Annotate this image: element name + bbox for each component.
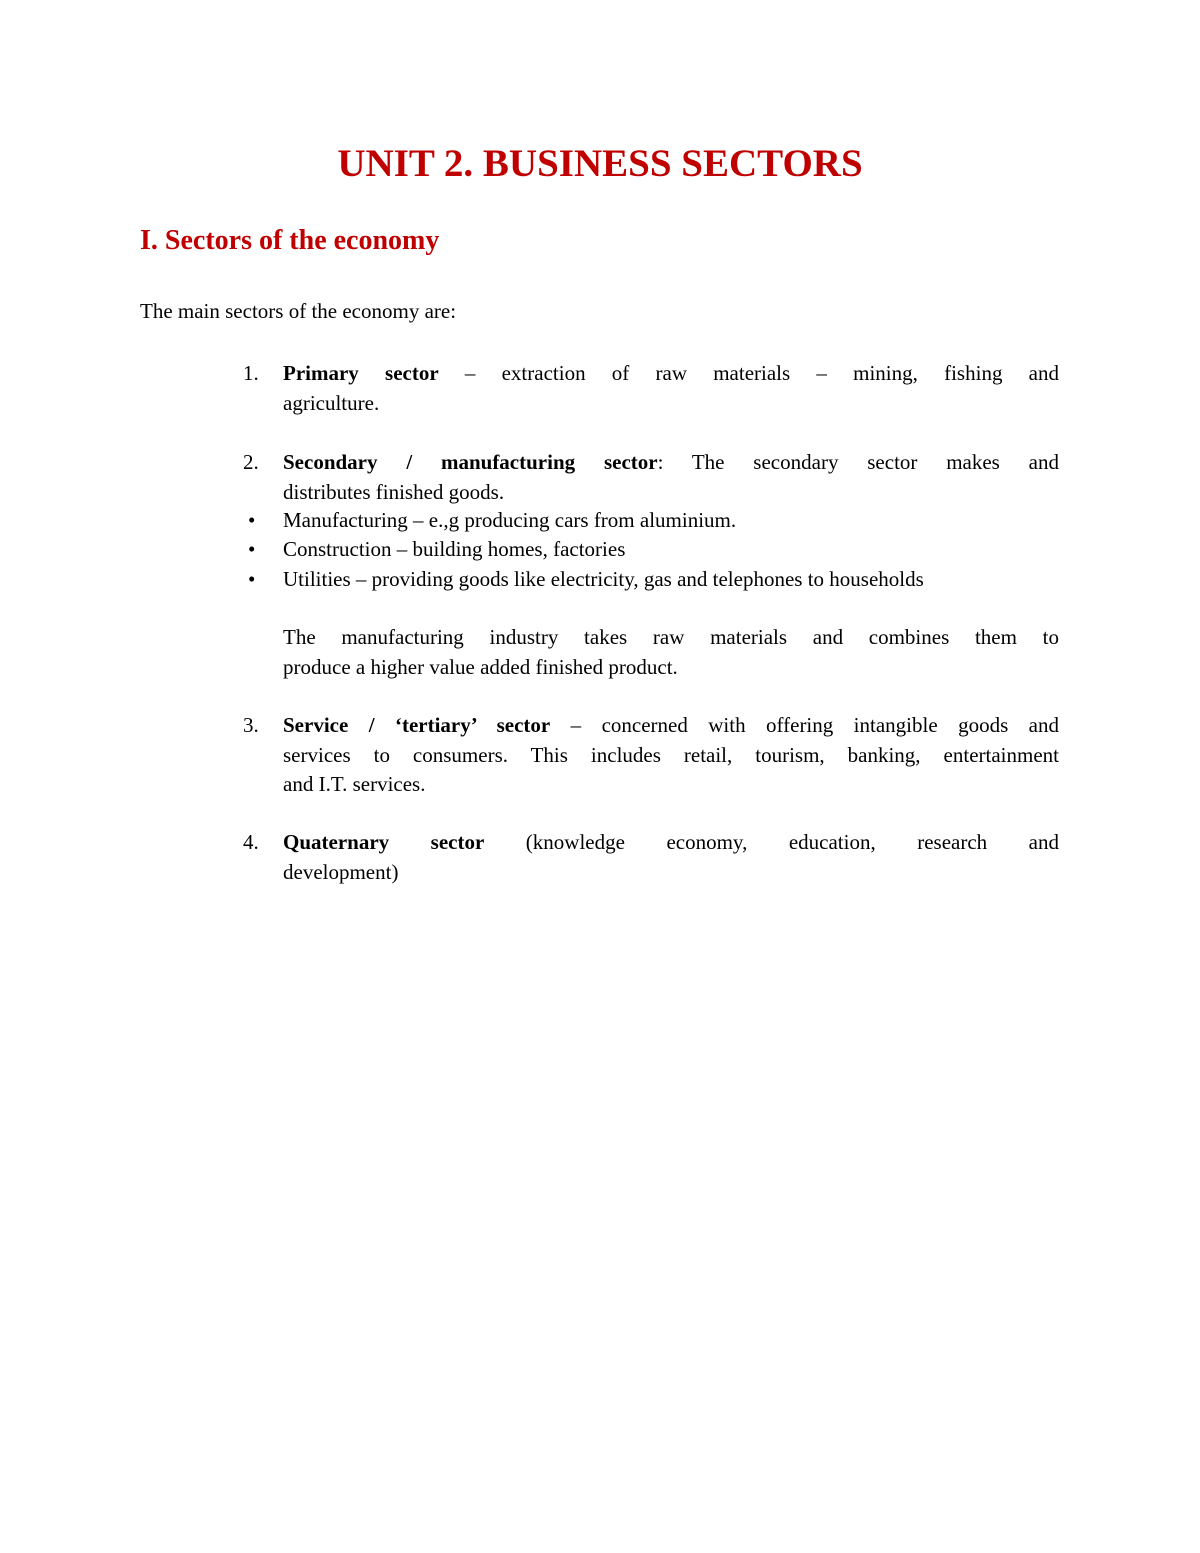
manufacturing-note xyxy=(283,623,1059,682)
item-term: Quaternary sector xyxy=(283,830,485,854)
page-title: UNIT 2. BUSINESS SECTORS xyxy=(337,142,863,185)
bullet-icon: • xyxy=(248,567,256,591)
list-item-text xyxy=(283,711,1059,800)
list-item-number: 2. xyxy=(243,450,259,474)
item-description-cont: services to consumers. This includes retail, tourism, banking, entertainment xyxy=(283,742,1059,767)
section-heading: I. Sectors of the economy xyxy=(140,225,440,256)
item-term: Secondary / manufacturing sector xyxy=(283,450,658,474)
item-description: : The secondary sector makes and xyxy=(657,450,1059,474)
list-item-number: 3. xyxy=(243,713,259,737)
note-line: The manufacturing industry takes raw materials and combines them to xyxy=(283,625,1059,649)
item-description-cont: distributes finished goods. xyxy=(283,479,505,504)
item-term: Primary sector xyxy=(283,361,439,385)
list-item-text xyxy=(283,828,1059,887)
item-description: – concerned with offering intangible goods and xyxy=(550,713,1059,737)
list-item-text xyxy=(283,359,1059,418)
bullet-icon: • xyxy=(248,537,256,561)
bullet-item: Utilities – providing goods like electricity, gas and telephones to households xyxy=(283,567,924,591)
list-item-number: 4. xyxy=(243,830,259,854)
item-description-cont: development) xyxy=(283,859,399,884)
item-description: – extraction of raw materials – mining, fishing and xyxy=(438,361,1059,385)
list-item-text xyxy=(283,448,1059,507)
intro-paragraph: The main sectors of the economy are: xyxy=(140,299,457,323)
bullet-item: Construction – building homes, factories xyxy=(283,537,626,561)
item-description: (knowledge economy, education, research and xyxy=(484,830,1059,854)
bullet-icon: • xyxy=(248,508,256,532)
bullet-item: Manufacturing – e.,g producing cars from aluminium. xyxy=(283,508,737,532)
note-line: produce a higher value added finished product. xyxy=(283,654,678,679)
item-term: Service / ‘tertiary’ sector xyxy=(283,713,551,737)
list-item-number: 1. xyxy=(243,361,259,385)
item-description-cont: and I.T. services. xyxy=(283,772,426,796)
item-description-cont: agriculture. xyxy=(283,390,380,415)
